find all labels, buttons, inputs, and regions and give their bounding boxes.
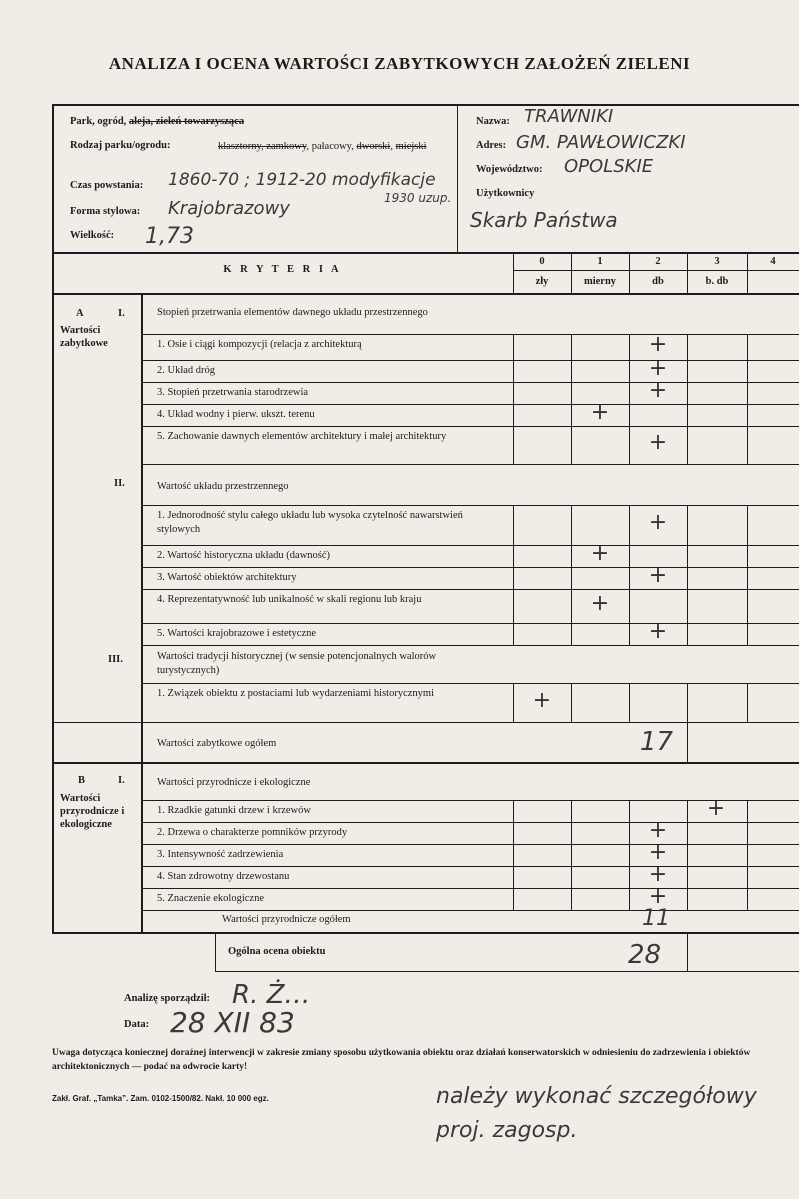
row-line — [141, 645, 799, 646]
cell-line — [747, 822, 748, 844]
date-value: 28 XII 83 — [170, 1006, 295, 1039]
section-b-roman: I. — [118, 775, 125, 786]
criteria-label: 4. Układ wodny i pierw. ukszt. terenu — [157, 409, 315, 420]
row-line — [141, 426, 799, 427]
park-type-options: Park, ogród, aleja, zieleń towarzysząca — [70, 116, 245, 127]
col-line-0 — [513, 252, 514, 293]
row-line — [141, 404, 799, 405]
cell-line — [747, 623, 748, 645]
cell-line — [687, 866, 688, 888]
cell-line — [513, 589, 514, 623]
criteria-label: 3. Stopień przetrwania starodrzewia — [157, 387, 309, 398]
cell-line — [747, 334, 748, 360]
cell-line — [571, 505, 572, 545]
created-label: Czas powstania: — [70, 180, 144, 191]
row-line — [141, 382, 799, 383]
overall-value: 28 — [628, 940, 662, 970]
row-line — [141, 822, 799, 823]
section-a-roman: I. — [118, 308, 125, 319]
cell-line — [513, 426, 514, 464]
section-b-letter: B — [78, 775, 86, 786]
cell-line — [513, 683, 514, 722]
prepared-signature: R. Ż… — [232, 980, 311, 1010]
address-value: GM. PAWŁOWICZKI — [516, 132, 686, 153]
cell-line — [747, 426, 748, 464]
section-b-name: Wartości przyrodnicze i ekologiczne — [60, 793, 125, 830]
row-line — [141, 360, 799, 361]
cell-line — [571, 866, 572, 888]
cell-line — [747, 382, 748, 404]
score-mark: + — [648, 430, 668, 455]
criteria-label: 5. Wartości krajobrazowe i estetyczne — [157, 628, 317, 639]
row-line — [141, 910, 799, 911]
cell-line — [687, 505, 688, 545]
style-value: Krajobrazowy — [168, 198, 290, 219]
section-b-group-title: Wartości przyrodnicze i ekologiczne — [157, 777, 311, 788]
col-0-num: 0 — [539, 256, 545, 267]
row-line — [141, 567, 799, 568]
cell-line — [629, 623, 630, 645]
prepared-label: Analizę sporządził: — [124, 993, 211, 1004]
cell-line — [629, 567, 630, 589]
cell-line — [687, 844, 688, 866]
criteria-label: 1. Jednorodność stylu całego układu lub wysoka czytelność nawarstwień stylowych — [157, 510, 463, 535]
score-mark: + — [648, 862, 668, 887]
col-4-num: 4 — [770, 256, 776, 267]
section-a-name: Wartości zabytkowe — [60, 325, 108, 349]
row-line — [141, 888, 799, 889]
criteria-label: 1. Związek obiektu z postaciami lub wydarzeniami historycznymi — [157, 688, 434, 699]
section-a-roman-3: III. — [108, 654, 123, 665]
cell-line — [571, 623, 572, 645]
g3-title-line — [141, 683, 799, 684]
score-mark: + — [648, 563, 668, 588]
group1-title: Stopień przetrwania elementów dawnego układu przestrzennego — [157, 307, 428, 318]
created-value: 1860-70 ; 1912-20 modyfikacje — [168, 170, 436, 190]
criteria-label: 2. Wartość historyczna układu (dawność) — [157, 550, 331, 561]
cell-line — [513, 623, 514, 645]
score-mark: + — [648, 510, 668, 535]
cell-line — [513, 866, 514, 888]
cell-line — [747, 844, 748, 866]
col-line-1 — [571, 252, 572, 293]
frame-top — [52, 104, 799, 106]
cell-line — [513, 334, 514, 360]
cell-line — [687, 589, 688, 623]
score-mark: + — [648, 619, 668, 644]
score-mark: + — [648, 818, 668, 843]
cell-line — [629, 683, 630, 722]
size-label: Wielkość: — [70, 230, 115, 241]
cell-line — [513, 382, 514, 404]
section-a-letter: A — [76, 308, 84, 319]
cell-line — [687, 567, 688, 589]
cell-line — [629, 866, 630, 888]
total-a-value: 17 — [640, 727, 674, 757]
cell-line — [687, 888, 688, 910]
col-3-label: b. db — [705, 276, 729, 287]
cell-line — [571, 545, 572, 567]
cell-line — [629, 404, 630, 426]
score-mark: + — [648, 332, 668, 357]
cell-line — [513, 545, 514, 567]
cell-line — [629, 545, 630, 567]
criteria-title: K R Y T E R I A — [223, 264, 342, 275]
cell-line — [571, 360, 572, 382]
col-line-4 — [747, 252, 748, 293]
row-line — [141, 866, 799, 867]
cell-line — [571, 822, 572, 844]
g1-title-line — [141, 334, 799, 335]
criteria-label: 5. Znaczenie ekologiczne — [157, 893, 264, 904]
criteria-bottom — [52, 293, 799, 295]
overall-bottom — [215, 971, 799, 972]
cell-line — [687, 822, 688, 844]
cell-line — [571, 334, 572, 360]
col-1-num: 1 — [597, 256, 603, 267]
cell-line — [747, 567, 748, 589]
cell-line — [513, 800, 514, 822]
name-label: Nazwa: — [476, 116, 510, 127]
cell-line — [571, 683, 572, 722]
cell-line — [513, 822, 514, 844]
cell-line — [747, 505, 748, 545]
cell-line — [687, 545, 688, 567]
criteria-label: 3. Intensywność zadrzewienia — [157, 849, 284, 860]
criteria-num-line — [513, 270, 799, 271]
criteria-label: 2. Układ dróg — [157, 365, 216, 376]
cell-line — [687, 426, 688, 464]
voivodeship-value: OPOLSKIE — [564, 156, 654, 177]
criteria-label: 2. Drzewa o charakterze pomników przyrody — [157, 827, 348, 838]
col-line-3 — [687, 252, 688, 293]
overall-label: Ogólna ocena obiektu — [228, 946, 326, 957]
cell-line — [513, 567, 514, 589]
date-label: Data: — [124, 1019, 150, 1030]
col-1-label: mierny — [583, 276, 617, 287]
criteria-label: 5. Zachowanie dawnych elementów architektury i małej architektury — [157, 431, 447, 442]
criteria-label: 1. Osie i ciągi kompozycji (relacja z architekturą — [157, 339, 362, 350]
row-line — [141, 464, 799, 465]
cell-line — [571, 844, 572, 866]
cell-line — [629, 800, 630, 822]
cell-line — [687, 382, 688, 404]
cell-line — [571, 426, 572, 464]
score-mark: + — [648, 356, 668, 381]
cell-line — [747, 404, 748, 426]
score-mark: + — [706, 796, 726, 821]
score-mark: + — [590, 541, 610, 566]
size-value: 1,73 — [145, 224, 194, 249]
cell-line — [571, 404, 572, 426]
cell-line — [629, 822, 630, 844]
cell-line — [629, 426, 630, 464]
cell-line — [747, 866, 748, 888]
criteria-label: 1. Rzadkie gatunki drzew i krzewów — [157, 805, 311, 816]
cell-line — [513, 888, 514, 910]
users-value: Skarb Państwa — [470, 208, 618, 232]
section-divider — [141, 293, 143, 934]
cell-line — [747, 589, 748, 623]
col-line-2 — [629, 252, 630, 293]
cell-line — [687, 334, 688, 360]
cell-line — [571, 800, 572, 822]
score-mark: + — [648, 378, 668, 403]
cell-line — [571, 567, 572, 589]
cell-line — [571, 589, 572, 623]
group3-title: Wartości tradycji historycznej (w sensie potencjonalnych walorów turystycznych) — [157, 651, 437, 676]
users-label: Użytkownicy — [476, 188, 535, 199]
printer-info: Zakł. Graf. „Tamka”. Zam. 0102-1500/82. Nakł. 10 000 egz. — [52, 1094, 269, 1103]
score-mark: + — [590, 400, 610, 425]
style-label: Forma stylowa: — [70, 206, 141, 217]
row-line — [141, 545, 799, 546]
total-b-label: Wartości przyrodnicze ogółem — [222, 914, 351, 925]
cell-line — [747, 360, 748, 382]
page-title: ANALIZA I OCENA WARTOŚCI ZABYTKOWYCH ZAŁOŻEŃ ZIELENI — [108, 54, 691, 73]
g2-title-line — [141, 505, 799, 506]
note: Uwaga dotycząca koniecznej doraźnej interwencji w zakresie zmiany sposobu użytkowania obiektu oraz działań konserwatorskich w odniesieniu do zadrzewienia i obiektów architektonicznych — podać na odwrocie karty! — [52, 1048, 751, 1072]
section-a-roman-2: II. — [114, 478, 125, 489]
cell-line — [687, 800, 688, 822]
group2-title: Wartość układu przestrzennego — [157, 481, 289, 492]
score-mark: + — [532, 687, 552, 713]
created-value-2: 1930 uzup. — [384, 191, 452, 205]
score-mark: + — [590, 591, 610, 616]
col-3-num: 3 — [714, 256, 720, 267]
voivodeship-label: Województwo: — [476, 164, 543, 175]
name-value: TRAWNIKI — [524, 106, 614, 127]
frame-left — [52, 104, 54, 934]
cell-line — [629, 844, 630, 866]
park-kind-label: Rodzaj parku/ogrodu: — [70, 140, 171, 151]
cell-line — [629, 360, 630, 382]
cell-line — [513, 505, 514, 545]
cell-line — [629, 334, 630, 360]
col-0-label: zły — [535, 276, 549, 287]
park-kind-options: klasztorny, zamkowy, pałacowy, dworski, miejski — [218, 141, 427, 152]
cell-line — [571, 888, 572, 910]
cell-line — [747, 800, 748, 822]
header-divider — [457, 104, 458, 252]
row-line — [141, 623, 799, 624]
score-mark: + — [648, 840, 668, 865]
cell-line — [629, 505, 630, 545]
total-a-col — [687, 722, 688, 762]
criteria-label: 4. Reprezentatywność lub unikalność w skali regionu lub kraju — [157, 594, 422, 605]
cell-line — [687, 360, 688, 382]
row-line — [141, 589, 799, 590]
cell-line — [687, 404, 688, 426]
cell-line — [747, 888, 748, 910]
total-b-value: 11 — [642, 906, 670, 931]
row-line — [141, 844, 799, 845]
cell-line — [629, 589, 630, 623]
cell-line — [513, 404, 514, 426]
cell-line — [571, 382, 572, 404]
cell-line — [687, 623, 688, 645]
overall-left — [215, 932, 216, 972]
criteria-label: 4. Stan zdrowotny drzewostanu — [157, 871, 290, 882]
criteria-label: 3. Wartość obiektów architektury — [157, 572, 297, 583]
overall-col — [687, 932, 688, 972]
cell-line — [747, 683, 748, 722]
cell-line — [513, 844, 514, 866]
cell-line — [629, 888, 630, 910]
address-label: Adres: — [476, 140, 507, 151]
col-2-num: 2 — [655, 256, 661, 267]
handwritten-note: należy wykonać szczegółowy proj. zagosp. — [436, 1084, 757, 1143]
col-2-label: db — [652, 276, 664, 287]
total-a-bottom — [52, 762, 799, 764]
cell-line — [629, 382, 630, 404]
cell-line — [687, 683, 688, 722]
cell-line — [513, 360, 514, 382]
score-mark: + — [648, 884, 668, 909]
cell-line — [747, 545, 748, 567]
total-a-label: Wartości zabytkowe ogółem — [157, 738, 277, 749]
